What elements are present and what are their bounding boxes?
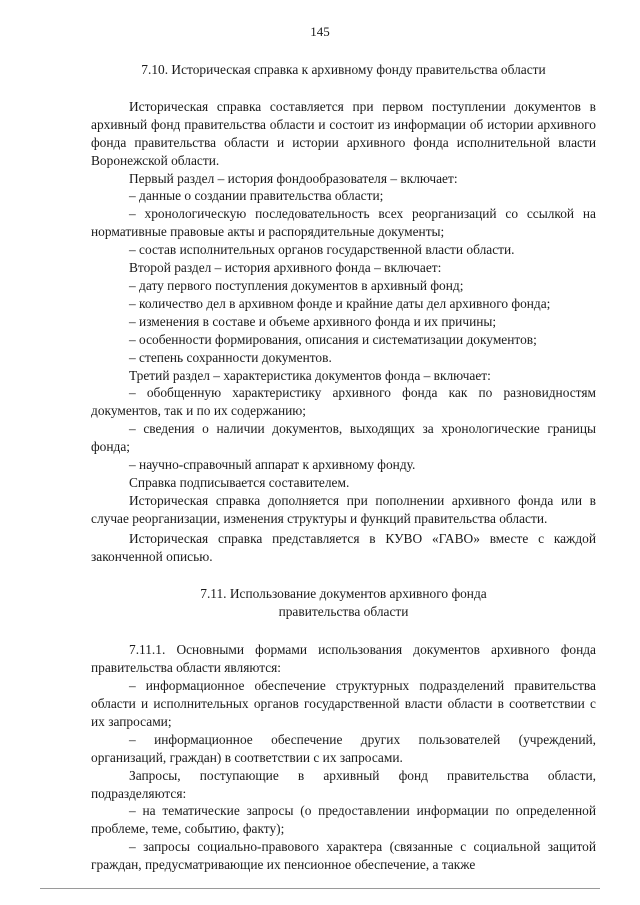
list-item: – дату первого поступления документов в архивный фонд;: [129, 277, 464, 293]
paragraph: Справка подписывается составителем.: [129, 474, 350, 490]
list-item: – сведения о наличии документов, выходящих за хронологические границы фонда;: [91, 421, 596, 455]
paragraph: Третий раздел – характеристика документов фонда – включает:: [129, 367, 491, 383]
list-item: – научно-справочный аппарат к архивному фонду.: [129, 457, 416, 473]
list-item: – хронологическую последовательность всех реорганизаций со ссылкой на нормативные правовые акты и распорядительные документы;: [91, 206, 596, 240]
list-item: – информационное обеспечение других пользователей (учреждений, организаций, граждан) в соответствии с их запросами.: [91, 731, 596, 765]
section-heading-7-10: 7.10. Историческая справка к архивному фонду правительства области: [141, 62, 546, 77]
page-number: 145: [310, 24, 330, 39]
paragraph: Первый раздел – история фондообразователя – включает:: [129, 170, 458, 186]
list-item: – на тематические запросы (о предоставлении информации по определенной проблеме, теме, событию, факту);: [91, 803, 596, 837]
list-item: – запросы социально-правового характера (связанные с социальной защитой граждан, предусматривающие их пенсионное обеспечение, а также: [91, 839, 596, 873]
paragraph: Второй раздел – история архивного фонда – включает:: [129, 260, 442, 276]
page-content: [91, 61, 596, 874]
list-item: – обобщенную характеристику архивного фонда как по разновидностям документов, так и по их содержанию;: [91, 385, 596, 419]
bottom-divider: [40, 888, 600, 889]
list-item: – степень сохранности документов.: [129, 349, 332, 365]
section-heading-7-11: [91, 585, 596, 621]
list-item: – изменения в составе и объеме архивного фонда и их причины;: [129, 313, 497, 329]
paragraph: Историческая справка дополняется при пополнении архивного фонда или в случае реорганизации, изменения структуры и функций правительства области.: [91, 492, 596, 526]
list-item: – особенности формирования, описания и систематизации документов;: [129, 331, 537, 347]
paragraph: Историческая справка представляется в КУВО «ГАВО» вместе с каждой законченной описью.: [91, 530, 596, 564]
paragraph: Запросы, поступающие в архивный фонд правительства области, подразделяются:: [91, 767, 596, 801]
section-heading-7-11-line1: 7.11. Использование документов архивного фонда: [200, 586, 487, 602]
paragraph: 7.11.1. Основными формами использования документов архивного фонда правительства области являются:: [91, 642, 596, 676]
section-heading-7-11-line2: правительства области: [278, 604, 409, 620]
list-item: – количество дел в архивном фонде и крайние даты дел архивного фонда;: [129, 295, 551, 311]
list-item: – состав исполнительных органов государственной власти области.: [129, 242, 515, 258]
list-item: – информационное обеспечение структурных подразделений правительства области и исполнительных органов государственной власти области в соответствии с их запросами;: [91, 678, 596, 729]
list-item: – данные о создании правительства области;: [129, 188, 384, 204]
paragraph: Историческая справка составляется при первом поступлении документов в архивный фонд правительства области и состоит из информации об истории архивного фонда правительства области и истории архивного фонда исполнительной власти Воронежской области.: [91, 98, 596, 168]
